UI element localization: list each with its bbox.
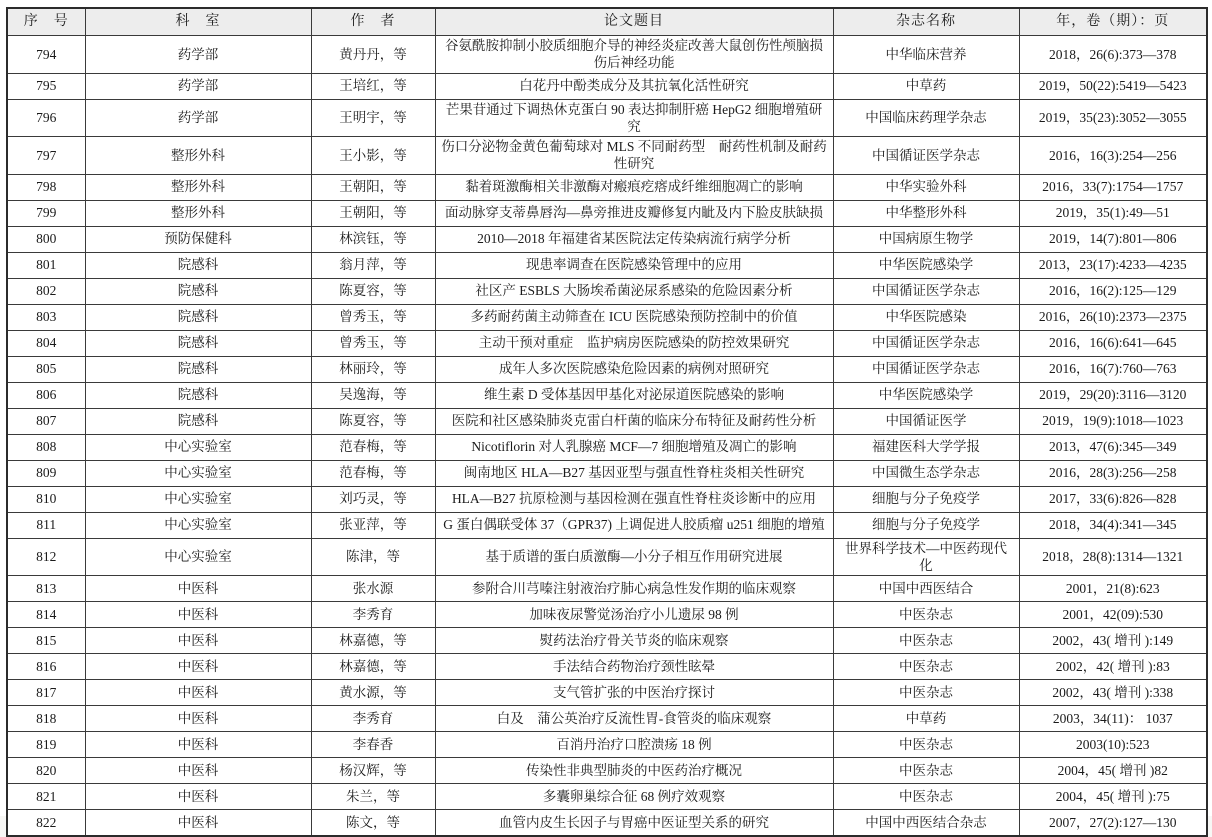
cell-department: 中心实验室 bbox=[85, 538, 311, 576]
header-title: 论文题目 bbox=[435, 8, 833, 36]
cell-title: 多药耐药菌主动筛查在 ICU 医院感染预防控制中的价值 bbox=[435, 304, 833, 330]
cell-journal: 细胞与分子免疫学 bbox=[833, 512, 1019, 538]
cell-department: 院感科 bbox=[85, 252, 311, 278]
cell-serial: 819 bbox=[7, 732, 85, 758]
cell-citation: 2016，16(7):760—763 bbox=[1019, 356, 1207, 382]
cell-citation: 2016，16(3):254—256 bbox=[1019, 137, 1207, 175]
cell-department: 预防保健科 bbox=[85, 226, 311, 252]
table-row bbox=[7, 576, 1207, 602]
cell-author: 范春梅，等 bbox=[311, 460, 435, 486]
cell-serial: 817 bbox=[7, 680, 85, 706]
cell-journal: 中医杂志 bbox=[833, 602, 1019, 628]
cell-department: 中医科 bbox=[85, 602, 311, 628]
table-header bbox=[7, 8, 1207, 36]
table-row bbox=[7, 99, 1207, 137]
cell-author: 林丽玲，等 bbox=[311, 356, 435, 382]
cell-journal: 中国循证医学 bbox=[833, 408, 1019, 434]
cell-author: 曾秀玉，等 bbox=[311, 304, 435, 330]
cell-journal: 福建医科大学学报 bbox=[833, 434, 1019, 460]
cell-journal: 中国循证医学杂志 bbox=[833, 137, 1019, 175]
cell-citation: 2002，42( 增刊 ):83 bbox=[1019, 654, 1207, 680]
cell-citation: 2016，26(10):2373—2375 bbox=[1019, 304, 1207, 330]
cell-citation: 2004，45( 增刊 ):75 bbox=[1019, 784, 1207, 810]
cell-journal: 世界科学技术—中医药现代化 bbox=[833, 538, 1019, 576]
header-author: 作 者 bbox=[311, 8, 435, 36]
cell-serial: 801 bbox=[7, 252, 85, 278]
cell-citation: 2018，26(6):373—378 bbox=[1019, 36, 1207, 74]
cell-citation: 2001，21(8):623 bbox=[1019, 576, 1207, 602]
cell-journal: 中医杂志 bbox=[833, 784, 1019, 810]
cell-author: 杨汉辉，等 bbox=[311, 758, 435, 784]
cell-department: 药学部 bbox=[85, 36, 311, 74]
cell-title: 白花丹中酚类成分及其抗氧化活性研究 bbox=[435, 73, 833, 99]
cell-title: 熨药法治疗骨关节炎的临床观察 bbox=[435, 628, 833, 654]
cell-author: 林嘉德，等 bbox=[311, 654, 435, 680]
cell-title: 血管内皮生长因子与胃癌中医证型关系的研究 bbox=[435, 810, 833, 837]
cell-author: 刘巧灵，等 bbox=[311, 486, 435, 512]
cell-author: 朱兰，等 bbox=[311, 784, 435, 810]
cell-author: 林嘉德，等 bbox=[311, 628, 435, 654]
cell-department: 中医科 bbox=[85, 810, 311, 837]
cell-department: 院感科 bbox=[85, 278, 311, 304]
cell-serial: 822 bbox=[7, 810, 85, 837]
cell-author: 李秀育 bbox=[311, 602, 435, 628]
cell-serial: 803 bbox=[7, 304, 85, 330]
cell-serial: 809 bbox=[7, 460, 85, 486]
table-row bbox=[7, 512, 1207, 538]
cell-author: 陈夏容，等 bbox=[311, 278, 435, 304]
table-row bbox=[7, 408, 1207, 434]
cell-journal: 中草药 bbox=[833, 73, 1019, 99]
cell-citation: 2013，47(6):345—349 bbox=[1019, 434, 1207, 460]
cell-author: 范春梅，等 bbox=[311, 434, 435, 460]
cell-journal: 中国循证医学杂志 bbox=[833, 330, 1019, 356]
table-row bbox=[7, 486, 1207, 512]
cell-citation: 2019，19(9):1018—1023 bbox=[1019, 408, 1207, 434]
cell-department: 中医科 bbox=[85, 628, 311, 654]
cell-title: 2010—2018 年福建省某医院法定传染病流行病学分析 bbox=[435, 226, 833, 252]
cell-title: 白及 蒲公英治疗反流性胃-食管炎的临床观察 bbox=[435, 706, 833, 732]
cell-department: 整形外科 bbox=[85, 174, 311, 200]
cell-title: 主动干预对重症 监护病房医院感染的防控效果研究 bbox=[435, 330, 833, 356]
cell-title: Nicotiflorin 对人乳腺癌 MCF—7 细胞增殖及凋亡的影响 bbox=[435, 434, 833, 460]
cell-department: 中心实验室 bbox=[85, 512, 311, 538]
table-row bbox=[7, 810, 1207, 837]
header-department: 科 室 bbox=[85, 8, 311, 36]
cell-journal: 中草药 bbox=[833, 706, 1019, 732]
cell-author: 陈夏容，等 bbox=[311, 408, 435, 434]
table-row bbox=[7, 434, 1207, 460]
table-body bbox=[7, 36, 1207, 837]
cell-title: 伤口分泌物金黄色葡萄球对 MLS 不同耐药型 耐药性机制及耐药性研究 bbox=[435, 137, 833, 175]
cell-author: 陈文，等 bbox=[311, 810, 435, 837]
cell-citation: 2019，50(22):5419—5423 bbox=[1019, 73, 1207, 99]
cell-title: 谷氨酰胺抑制小胶质细胞介导的神经炎症改善大鼠创伤性颅脑损伤后神经功能 bbox=[435, 36, 833, 74]
table-row bbox=[7, 602, 1207, 628]
cell-title: 多囊卵巢综合征 68 例疗效观察 bbox=[435, 784, 833, 810]
header-row bbox=[7, 8, 1207, 36]
cell-author: 王小影，等 bbox=[311, 137, 435, 175]
cell-journal: 中国微生态学杂志 bbox=[833, 460, 1019, 486]
cell-title: 社区产 ESBLS 大肠埃希菌泌尿系感染的危险因素分析 bbox=[435, 278, 833, 304]
cell-serial: 797 bbox=[7, 137, 85, 175]
cell-serial: 799 bbox=[7, 200, 85, 226]
cell-citation: 2003，34(11)： 1037 bbox=[1019, 706, 1207, 732]
cell-serial: 811 bbox=[7, 512, 85, 538]
cell-citation: 2007，27(2):127—130 bbox=[1019, 810, 1207, 837]
cell-department: 中医科 bbox=[85, 758, 311, 784]
cell-journal: 中华医院感染学 bbox=[833, 382, 1019, 408]
header-serial: 序 号 bbox=[7, 8, 85, 36]
cell-journal: 中国病原生物学 bbox=[833, 226, 1019, 252]
cell-journal: 中国循证医学杂志 bbox=[833, 278, 1019, 304]
cell-serial: 808 bbox=[7, 434, 85, 460]
cell-journal: 中医杂志 bbox=[833, 628, 1019, 654]
cell-serial: 806 bbox=[7, 382, 85, 408]
cell-serial: 798 bbox=[7, 174, 85, 200]
cell-citation: 2018，28(8):1314—1321 bbox=[1019, 538, 1207, 576]
cell-title: 维生素 D 受体基因甲基化对泌尿道医院感染的影响 bbox=[435, 382, 833, 408]
header-journal: 杂志名称 bbox=[833, 8, 1019, 36]
cell-department: 院感科 bbox=[85, 356, 311, 382]
cell-department: 药学部 bbox=[85, 73, 311, 99]
cell-citation: 2013，23(17):4233—4235 bbox=[1019, 252, 1207, 278]
cell-journal: 中华整形外科 bbox=[833, 200, 1019, 226]
cell-citation: 2004，45( 增刊 )82 bbox=[1019, 758, 1207, 784]
cell-title: 面动脉穿支蒂鼻唇沟—鼻旁推进皮瓣修复内眦及内下脸皮肤缺损 bbox=[435, 200, 833, 226]
cell-serial: 807 bbox=[7, 408, 85, 434]
table-row bbox=[7, 200, 1207, 226]
table-row bbox=[7, 654, 1207, 680]
cell-department: 药学部 bbox=[85, 99, 311, 137]
cell-author: 王朝阳，等 bbox=[311, 200, 435, 226]
cell-serial: 820 bbox=[7, 758, 85, 784]
table-row bbox=[7, 73, 1207, 99]
cell-citation: 2017，33(6):826—828 bbox=[1019, 486, 1207, 512]
cell-serial: 794 bbox=[7, 36, 85, 74]
table-row bbox=[7, 382, 1207, 408]
cell-department: 院感科 bbox=[85, 382, 311, 408]
cell-department: 中医科 bbox=[85, 680, 311, 706]
cell-journal: 中医杂志 bbox=[833, 654, 1019, 680]
cell-citation: 2019，29(20):3116—3120 bbox=[1019, 382, 1207, 408]
cell-department: 院感科 bbox=[85, 330, 311, 356]
cell-journal: 中华医院感染 bbox=[833, 304, 1019, 330]
publication-table bbox=[6, 7, 1208, 837]
cell-serial: 815 bbox=[7, 628, 85, 654]
table-row bbox=[7, 174, 1207, 200]
cell-author: 陈津，等 bbox=[311, 538, 435, 576]
cell-author: 吴逸海，等 bbox=[311, 382, 435, 408]
cell-author: 王培红，等 bbox=[311, 73, 435, 99]
cell-author: 王明宇，等 bbox=[311, 99, 435, 137]
cell-author: 林滨钰，等 bbox=[311, 226, 435, 252]
cell-author: 张亚萍，等 bbox=[311, 512, 435, 538]
cell-serial: 802 bbox=[7, 278, 85, 304]
cell-serial: 796 bbox=[7, 99, 85, 137]
cell-department: 中心实验室 bbox=[85, 486, 311, 512]
cell-citation: 2016，33(7):1754—1757 bbox=[1019, 174, 1207, 200]
cell-author: 张水源 bbox=[311, 576, 435, 602]
table-row bbox=[7, 784, 1207, 810]
cell-journal: 中华临床营养 bbox=[833, 36, 1019, 74]
header-citation: 年，卷（期）：页 bbox=[1019, 8, 1207, 36]
cell-department: 中医科 bbox=[85, 706, 311, 732]
cell-title: 支气管扩张的中医治疗探讨 bbox=[435, 680, 833, 706]
table-row bbox=[7, 278, 1207, 304]
cell-journal: 中医杂志 bbox=[833, 758, 1019, 784]
cell-citation: 2002，43( 增刊 ):338 bbox=[1019, 680, 1207, 706]
cell-author: 黄丹丹，等 bbox=[311, 36, 435, 74]
cell-journal: 中国循证医学杂志 bbox=[833, 356, 1019, 382]
cell-journal: 中华医院感染学 bbox=[833, 252, 1019, 278]
cell-department: 整形外科 bbox=[85, 137, 311, 175]
cell-department: 中心实验室 bbox=[85, 434, 311, 460]
cell-department: 院感科 bbox=[85, 408, 311, 434]
cell-title: 黏着斑激酶相关非激酶对瘢痕疙瘩成纤维细胞凋亡的影响 bbox=[435, 174, 833, 200]
cell-citation: 2002，43( 增刊 ):149 bbox=[1019, 628, 1207, 654]
cell-serial: 816 bbox=[7, 654, 85, 680]
cell-department: 院感科 bbox=[85, 304, 311, 330]
table-row bbox=[7, 356, 1207, 382]
cell-title: 百消丹治疗口腔溃疡 18 例 bbox=[435, 732, 833, 758]
cell-serial: 810 bbox=[7, 486, 85, 512]
cell-serial: 818 bbox=[7, 706, 85, 732]
cell-title: G 蛋白偶联受体 37（GPR37) 上调促进人胶质瘤 u251 细胞的增殖 bbox=[435, 512, 833, 538]
table-row bbox=[7, 226, 1207, 252]
cell-title: 基于质谱的蛋白质激酶—小分子相互作用研究进展 bbox=[435, 538, 833, 576]
cell-citation: 2019，35(23):3052—3055 bbox=[1019, 99, 1207, 137]
table-row bbox=[7, 330, 1207, 356]
cell-author: 曾秀玉，等 bbox=[311, 330, 435, 356]
cell-citation: 2001，42(09):530 bbox=[1019, 602, 1207, 628]
cell-citation: 2016，16(6):641—645 bbox=[1019, 330, 1207, 356]
table-row bbox=[7, 628, 1207, 654]
cell-title: 加味夜尿警觉汤治疗小儿遗尿 98 例 bbox=[435, 602, 833, 628]
table-row bbox=[7, 732, 1207, 758]
cell-serial: 804 bbox=[7, 330, 85, 356]
cell-author: 王朝阳，等 bbox=[311, 174, 435, 200]
cell-author: 李秀育 bbox=[311, 706, 435, 732]
cell-citation: 2019，14(7):801—806 bbox=[1019, 226, 1207, 252]
cell-title: HLA—B27 抗原检测与基因检测在强直性脊柱炎诊断中的应用 bbox=[435, 486, 833, 512]
cell-serial: 795 bbox=[7, 73, 85, 99]
table-row bbox=[7, 460, 1207, 486]
cell-title: 芒果苷通过下调热休克蛋白 90 表达抑制肝癌 HepG2 细胞增殖研究 bbox=[435, 99, 833, 137]
cell-author: 翁月萍，等 bbox=[311, 252, 435, 278]
table-row bbox=[7, 137, 1207, 175]
cell-department: 中医科 bbox=[85, 784, 311, 810]
cell-author: 李春香 bbox=[311, 732, 435, 758]
cell-serial: 805 bbox=[7, 356, 85, 382]
cell-journal: 中国中西医结合 bbox=[833, 576, 1019, 602]
cell-department: 整形外科 bbox=[85, 200, 311, 226]
cell-journal: 中国临床药理学杂志 bbox=[833, 99, 1019, 137]
cell-department: 中医科 bbox=[85, 732, 311, 758]
cell-journal: 中医杂志 bbox=[833, 732, 1019, 758]
table-row bbox=[7, 304, 1207, 330]
cell-title: 医院和社区感染肺炎克雷白杆菌的临床分布特征及耐药性分析 bbox=[435, 408, 833, 434]
cell-title: 现患率调查在医院感染管理中的应用 bbox=[435, 252, 833, 278]
cell-journal: 细胞与分子免疫学 bbox=[833, 486, 1019, 512]
cell-citation: 2016，16(2):125—129 bbox=[1019, 278, 1207, 304]
table-row bbox=[7, 538, 1207, 576]
cell-journal: 中医杂志 bbox=[833, 680, 1019, 706]
cell-citation: 2019，35(1):49—51 bbox=[1019, 200, 1207, 226]
cell-author: 黄水源，等 bbox=[311, 680, 435, 706]
cell-title: 手法结合药物治疗颈性眩晕 bbox=[435, 654, 833, 680]
cell-serial: 813 bbox=[7, 576, 85, 602]
cell-serial: 812 bbox=[7, 538, 85, 576]
cell-citation: 2016，28(3):256—258 bbox=[1019, 460, 1207, 486]
cell-serial: 800 bbox=[7, 226, 85, 252]
table-row bbox=[7, 706, 1207, 732]
table-row bbox=[7, 36, 1207, 74]
cell-title: 传染性非典型肺炎的中医药治疗概况 bbox=[435, 758, 833, 784]
cell-title: 闽南地区 HLA—B27 基因亚型与强直性脊柱炎相关性研究 bbox=[435, 460, 833, 486]
table-row bbox=[7, 758, 1207, 784]
cell-serial: 814 bbox=[7, 602, 85, 628]
cell-department: 中医科 bbox=[85, 576, 311, 602]
cell-serial: 821 bbox=[7, 784, 85, 810]
cell-department: 中医科 bbox=[85, 654, 311, 680]
cell-journal: 中华实验外科 bbox=[833, 174, 1019, 200]
cell-citation: 2018，34(4):341—345 bbox=[1019, 512, 1207, 538]
cell-title: 参附合川芎嗪注射液治疗肺心病急性发作期的临床观察 bbox=[435, 576, 833, 602]
cell-citation: 2003(10):523 bbox=[1019, 732, 1207, 758]
table-row bbox=[7, 680, 1207, 706]
cell-title: 成年人多次医院感染危险因素的病例对照研究 bbox=[435, 356, 833, 382]
table-row bbox=[7, 252, 1207, 278]
cell-department: 中心实验室 bbox=[85, 460, 311, 486]
cell-journal: 中国中西医结合杂志 bbox=[833, 810, 1019, 837]
